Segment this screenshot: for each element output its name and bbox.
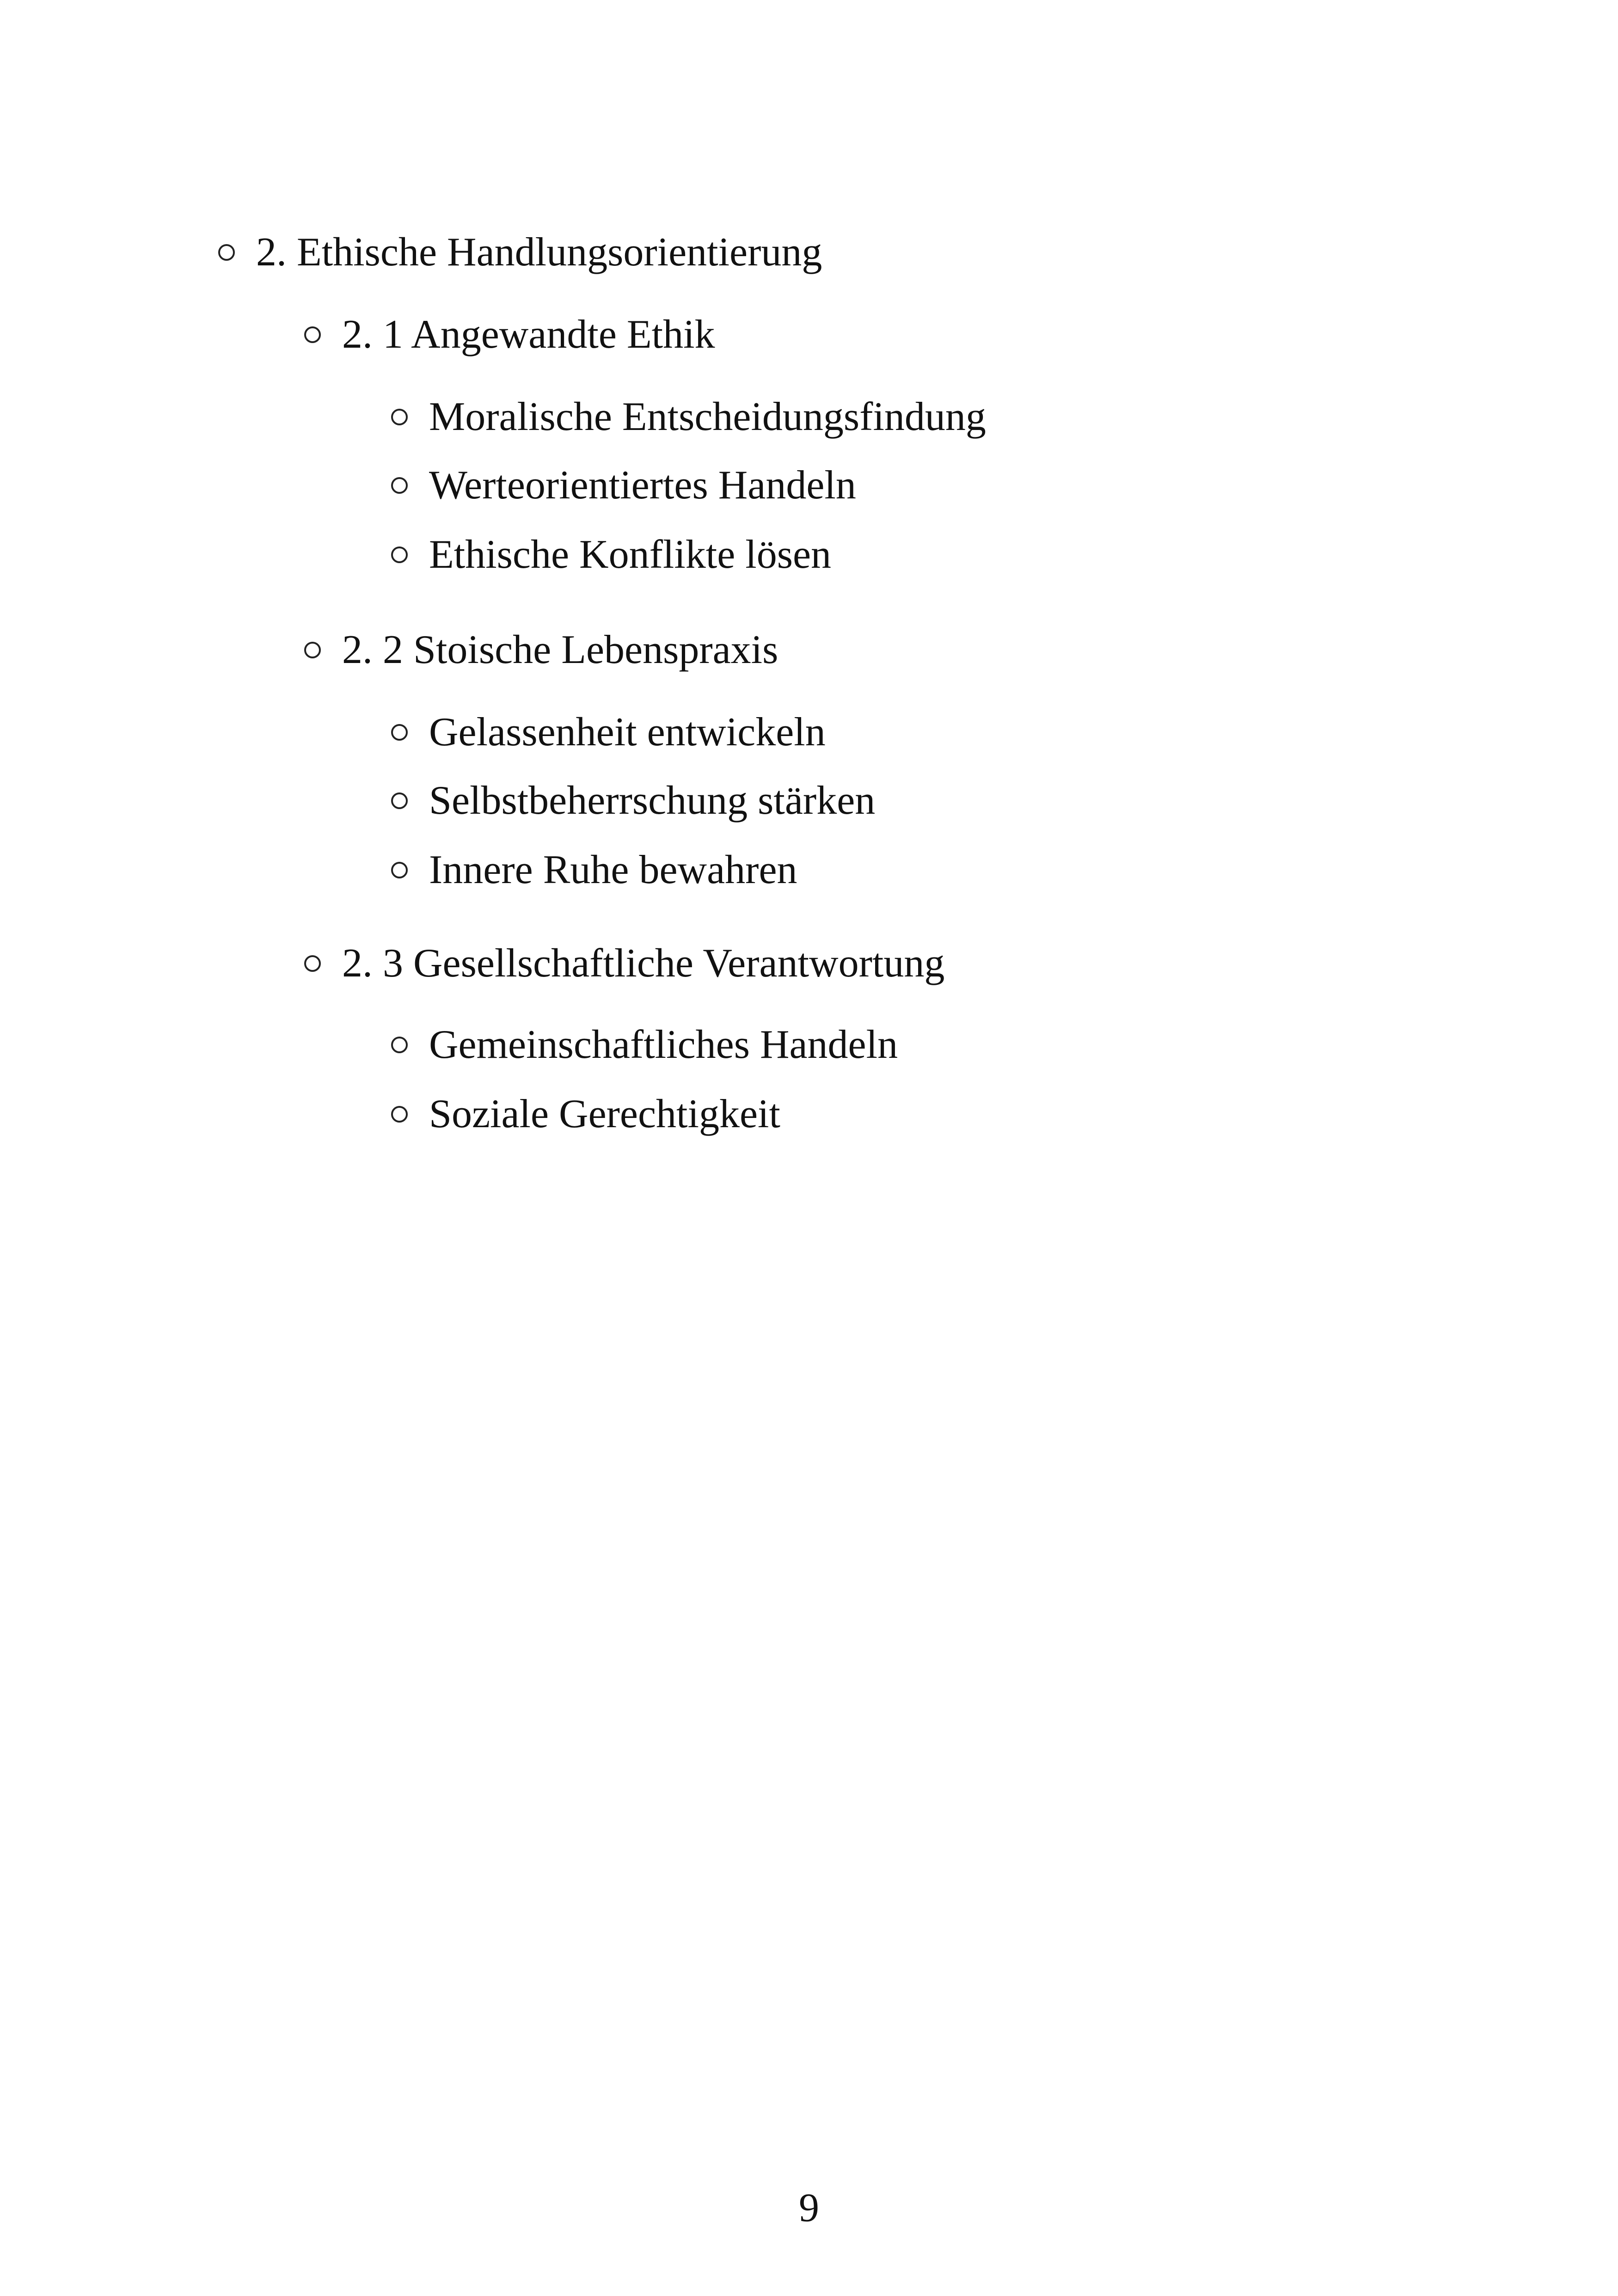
hollow-circle-bullet-icon <box>391 1106 408 1123</box>
hollow-circle-bullet-icon <box>218 244 235 261</box>
subsection-label: 2. 2 Stoische Lebenspraxis <box>342 627 778 672</box>
hollow-circle-bullet-icon <box>391 477 408 494</box>
subsection-label: 2. 1 Angewandte Ethik <box>342 312 715 357</box>
item-label: Soziale Gerechtigkeit <box>429 1092 780 1136</box>
item-label: Werteorientiertes Handeln <box>429 463 856 508</box>
outline-item <box>391 847 797 892</box>
outline-item <box>391 465 856 506</box>
hollow-circle-bullet-icon <box>391 792 408 809</box>
outline-subsection <box>304 314 715 355</box>
outline-item <box>391 712 826 753</box>
item-label: Selbstbeherrschung stärken <box>429 778 876 823</box>
outline-item <box>391 1022 898 1067</box>
outline-subsection <box>304 943 944 984</box>
section-label: 2. Ethische Handlungsorientierung <box>256 230 822 275</box>
item-label: Moralische Entscheidungsfindung <box>429 394 986 439</box>
hollow-circle-bullet-icon <box>304 326 321 343</box>
outline-section <box>218 232 822 273</box>
hollow-circle-bullet-icon <box>391 409 408 425</box>
item-label: Gemeinschaftliches Handeln <box>429 1022 898 1067</box>
subsection-label: 2. 3 Gesellschaftliche Verantwortung <box>342 941 945 986</box>
hollow-circle-bullet-icon <box>304 642 321 658</box>
item-label: Ethische Konflikte lösen <box>429 532 832 577</box>
hollow-circle-bullet-icon <box>391 862 408 878</box>
hollow-circle-bullet-icon <box>391 724 408 741</box>
item-label: Gelassenheit entwickeln <box>429 710 826 755</box>
outline-item <box>391 1094 780 1135</box>
outline-item <box>391 780 875 821</box>
hollow-circle-bullet-icon <box>304 955 321 972</box>
outline-item <box>391 394 986 439</box>
item-label: Innere Ruhe bewahren <box>429 847 797 892</box>
hollow-circle-bullet-icon <box>391 546 408 563</box>
hollow-circle-bullet-icon <box>391 1037 408 1053</box>
outline-item <box>391 534 831 575</box>
page-number: 9 <box>799 2185 819 2230</box>
outline-subsection <box>304 627 778 672</box>
